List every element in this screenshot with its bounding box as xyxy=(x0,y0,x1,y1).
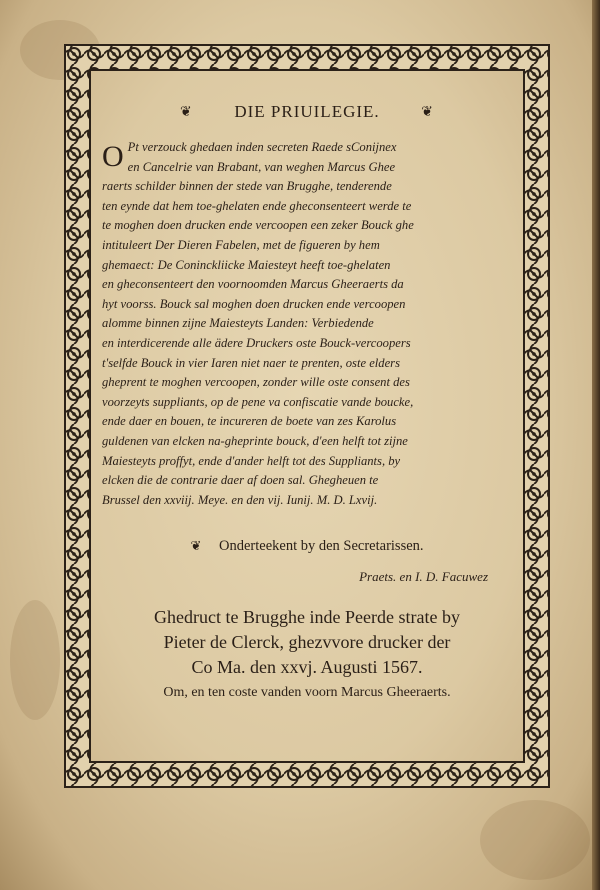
body-line: Pt verzouck ghedaen inden secreten Raede sConijnex xyxy=(127,140,397,154)
body-line: te moghen doen drucken ende vercoopen een zeker Bouck ghe xyxy=(102,218,414,233)
body-line: voorzeyts suppliants, op de pene va confiscatie vande boucke, xyxy=(102,394,414,409)
body-line: Brussel den xxviij. Meye. en den vij. Iunij. M. D. Lxvij. xyxy=(102,492,378,507)
body-line: intituleert Der Dieren Fabelen, met de figueren by hem xyxy=(102,237,380,252)
imprint-line: Om, en ten coste vanden voorn Marcus Gheeraerts. xyxy=(163,685,451,701)
signed-line xyxy=(96,538,518,555)
body-line: alomme binnen zijne Maiesteyts Landen: Verbiedende xyxy=(102,316,374,331)
body-line: hyt voorss. Bouck sal moghen doen drucken ende vercoopen xyxy=(102,296,406,311)
imprint-line: Pieter de Clerck, ghezvvore drucker der xyxy=(163,632,451,653)
privilege-body xyxy=(96,138,518,510)
body-line: Maiesteyts proffyt, ende d'ander helft tot des Suppliants, by xyxy=(102,453,401,468)
imprint-line: Co Ma. den xxvj. Augusti 1567. xyxy=(191,657,423,678)
paper-stain xyxy=(10,600,60,720)
signed-text: Onderteekent by den Secretarissen. xyxy=(219,538,424,555)
body-line: ende daer en bouen, te incureren de boete van zes Karolus xyxy=(102,414,397,429)
body-line: raerts schilder binnen der stede van Brugghe, tenderende xyxy=(102,179,392,194)
imprint xyxy=(96,605,518,706)
body-line: en interdicerende alle ädere Druckers oste Bouck-vercoopers xyxy=(102,335,411,350)
signature: Praets. en I. D. Facuwez xyxy=(359,569,488,585)
body-line: gheprent te moghen vercoopen, zonder wille oste consent des xyxy=(102,375,410,390)
imprint-line: Ghedruct te Brugghe inde Peerde strate by xyxy=(154,607,460,628)
body-line: ten eynde dat hem toe-ghelaten ende gheconsenteert werde te xyxy=(102,198,412,213)
fleuron-icon: ❦ xyxy=(180,105,193,120)
fleuron-icon: ❦ xyxy=(190,538,202,554)
page-title-row xyxy=(96,102,518,122)
body-line: en Cancelrie van Brabant, van weghen Marcus Ghee xyxy=(127,159,396,174)
drop-cap: O xyxy=(102,140,124,173)
fleuron-icon: ❦ xyxy=(421,105,434,120)
book-spine-edge xyxy=(592,0,600,890)
body-line: en gheconsenteert den voornoomden Marcus Gheeraerts da xyxy=(102,277,404,292)
privilege-text xyxy=(96,102,518,706)
body-line: guldenen van elcken na-gheprinte bouck, d'een helft tot zijne xyxy=(102,433,408,448)
page-title: DIE PRIUILEGIE. xyxy=(234,102,380,121)
body-line: ghemaect: De Coninckliicke Maiesteyt heeft toe-ghelaten xyxy=(102,257,391,272)
paper-stain xyxy=(480,800,590,880)
body-line: elcken die de contrarie daer af doen sal. Ghegheuen te xyxy=(102,473,379,488)
body-line: t'selfde Bouck in vier Iaren niet naer te prenten, oste elders xyxy=(102,355,400,370)
